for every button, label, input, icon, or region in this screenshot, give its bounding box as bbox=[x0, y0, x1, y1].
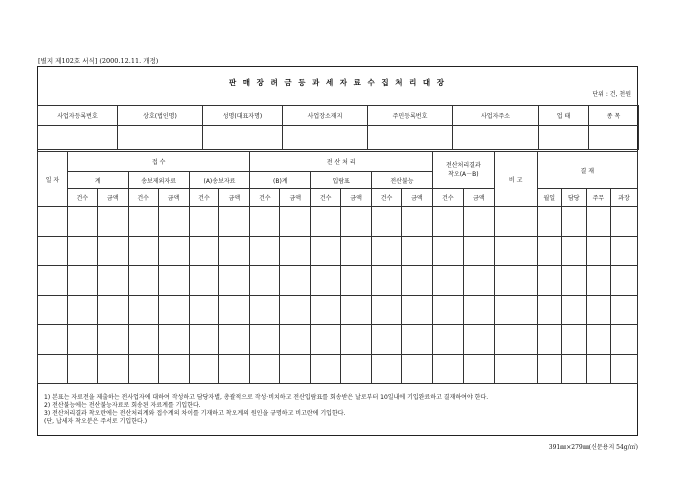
table-cell[interactable] bbox=[128, 207, 158, 237]
table-cell[interactable] bbox=[537, 236, 562, 266]
table-cell[interactable] bbox=[280, 295, 311, 325]
cell-business-number[interactable] bbox=[38, 126, 118, 150]
table-cell[interactable] bbox=[280, 236, 311, 266]
header-amount: 금액 bbox=[463, 189, 494, 207]
header-business-item: 종 목 bbox=[589, 106, 639, 126]
header-received: 접 수 bbox=[67, 152, 250, 172]
header-result: 전산처리결과 착오(A－B) bbox=[432, 152, 494, 189]
table-cell[interactable] bbox=[562, 295, 587, 325]
table-cell[interactable] bbox=[341, 295, 372, 325]
table-cell[interactable] bbox=[537, 207, 562, 237]
table-cell[interactable] bbox=[280, 207, 311, 237]
table-cell[interactable] bbox=[38, 325, 68, 355]
table-cell[interactable] bbox=[250, 236, 280, 266]
table-cell[interactable] bbox=[562, 325, 587, 355]
header-approver-date: 월일 bbox=[537, 189, 562, 207]
form-label: [별지 제102호 서식] (2000.12.11. 개정) bbox=[38, 57, 159, 65]
header-business-address: 사업장소재지 bbox=[283, 106, 368, 126]
table-cell[interactable] bbox=[189, 236, 219, 266]
table-cell[interactable] bbox=[611, 325, 638, 355]
table-cell[interactable] bbox=[250, 295, 280, 325]
table-cell[interactable] bbox=[611, 295, 638, 325]
table-cell[interactable] bbox=[189, 354, 219, 384]
table-cell[interactable] bbox=[219, 207, 250, 237]
header-approver-staff: 담당 bbox=[562, 189, 587, 207]
table-cell[interactable] bbox=[67, 207, 97, 237]
header-representative: 성명(대표자명) bbox=[203, 106, 283, 126]
table-cell[interactable] bbox=[562, 236, 587, 266]
table-cell[interactable] bbox=[401, 354, 432, 384]
form-title: 판 매 장 려 금 등 과 세 자 료 수 집 처 리 대 장 bbox=[228, 78, 447, 87]
table-cell[interactable] bbox=[401, 207, 432, 237]
table-cell[interactable] bbox=[128, 266, 158, 296]
table-cell[interactable] bbox=[372, 207, 402, 237]
table-cell[interactable] bbox=[38, 295, 68, 325]
header-count: 건수 bbox=[432, 189, 463, 207]
table-cell[interactable] bbox=[280, 325, 311, 355]
cell-business-address[interactable] bbox=[283, 126, 368, 150]
table-cell[interactable] bbox=[250, 325, 280, 355]
header-processing: 전 산 처 리 bbox=[250, 152, 432, 172]
header-count: 건수 bbox=[311, 189, 341, 207]
table-cell[interactable] bbox=[128, 295, 158, 325]
table-cell[interactable] bbox=[586, 207, 611, 237]
table-cell[interactable] bbox=[311, 295, 341, 325]
note-line: 1) 본표는 자료전을 제출하는 전사업자에 대하여 작성하고 담당자별, 총괄적으로 작성·비치하고 전산입람표를 회송받은 날로부터 10일내에 기입완료하고 결재하여야 한다. bbox=[44, 394, 489, 401]
cell-resident-number[interactable] bbox=[368, 126, 453, 150]
table-cell[interactable] bbox=[128, 325, 158, 355]
cell-business-type[interactable] bbox=[539, 126, 589, 150]
header-amount: 금액 bbox=[158, 189, 189, 207]
table-cell[interactable] bbox=[189, 325, 219, 355]
table-cell[interactable] bbox=[494, 325, 537, 355]
header-impossible: 전산불능 bbox=[372, 172, 433, 189]
table-cell[interactable] bbox=[128, 236, 158, 266]
table-cell[interactable] bbox=[250, 207, 280, 237]
table-cell[interactable] bbox=[401, 266, 432, 296]
table-cell[interactable] bbox=[494, 354, 537, 384]
table-cell[interactable] bbox=[311, 236, 341, 266]
table-cell[interactable] bbox=[586, 295, 611, 325]
table-cell[interactable] bbox=[586, 266, 611, 296]
header-company-name: 상호(법인명) bbox=[118, 106, 203, 126]
table-cell[interactable] bbox=[158, 295, 189, 325]
table-cell[interactable] bbox=[311, 354, 341, 384]
table-cell[interactable] bbox=[311, 266, 341, 296]
header-total: 계 bbox=[67, 172, 128, 189]
header-count: 건수 bbox=[67, 189, 97, 207]
table-cell[interactable] bbox=[401, 325, 432, 355]
table-cell[interactable] bbox=[432, 266, 463, 296]
table-cell[interactable] bbox=[38, 236, 68, 266]
table-cell[interactable] bbox=[494, 236, 537, 266]
table-cell[interactable] bbox=[67, 325, 97, 355]
table-cell[interactable] bbox=[280, 354, 311, 384]
table-cell[interactable] bbox=[158, 236, 189, 266]
cell-business-item[interactable] bbox=[589, 126, 639, 150]
table-cell[interactable] bbox=[611, 207, 638, 237]
table-cell[interactable] bbox=[67, 236, 97, 266]
table-cell[interactable] bbox=[432, 295, 463, 325]
notes bbox=[44, 394, 488, 426]
table-cell[interactable] bbox=[219, 236, 250, 266]
header-printed: 입람표 bbox=[311, 172, 372, 189]
table-cell[interactable] bbox=[341, 266, 372, 296]
table-cell[interactable] bbox=[280, 266, 311, 296]
cell-representative[interactable] bbox=[203, 126, 283, 150]
table-cell[interactable] bbox=[219, 266, 250, 296]
table-cell[interactable] bbox=[537, 266, 562, 296]
header-approval: 결 재 bbox=[537, 152, 638, 189]
table-cell[interactable] bbox=[158, 354, 189, 384]
table-cell[interactable] bbox=[463, 207, 494, 237]
table-row bbox=[38, 207, 638, 237]
note-line: 2) 전산불능에는 전산불능자료로 회송된 자료계를 기입한다. bbox=[44, 402, 201, 409]
table-cell[interactable] bbox=[432, 325, 463, 355]
table-cell[interactable] bbox=[586, 236, 611, 266]
table-cell[interactable] bbox=[97, 325, 128, 355]
table-cell[interactable] bbox=[158, 207, 189, 237]
table-cell[interactable] bbox=[432, 354, 463, 384]
table-cell[interactable] bbox=[586, 354, 611, 384]
table-cell[interactable] bbox=[38, 207, 68, 237]
header-date: 일 자 bbox=[38, 152, 68, 207]
table-cell[interactable] bbox=[537, 354, 562, 384]
header-a-send: (A)송보자료 bbox=[189, 172, 250, 189]
table-cell[interactable] bbox=[158, 325, 189, 355]
collection-ledger-table bbox=[37, 151, 638, 384]
header-amount: 금액 bbox=[280, 189, 311, 207]
table-cell[interactable] bbox=[97, 266, 128, 296]
table-cell[interactable] bbox=[341, 354, 372, 384]
table-row bbox=[38, 354, 638, 384]
table-cell[interactable] bbox=[67, 295, 97, 325]
table-cell[interactable] bbox=[372, 236, 402, 266]
note-line: 3) 전산처리결과 착오란에는 전산처리계와 접수계의 차이를 기재하고 착오계의 원인을 규명하고 비고란에 기입한다. bbox=[44, 410, 346, 417]
header-owner-address: 사업자주소 bbox=[453, 106, 539, 126]
header-business-number: 사업자등록번호 bbox=[38, 106, 118, 126]
unit-label: 단위 : 건, 천원 bbox=[592, 91, 631, 98]
table-cell[interactable] bbox=[97, 295, 128, 325]
table-cell[interactable] bbox=[463, 236, 494, 266]
table-cell[interactable] bbox=[372, 295, 402, 325]
table-cell[interactable] bbox=[250, 354, 280, 384]
table-row bbox=[38, 325, 638, 355]
table-cell[interactable] bbox=[401, 295, 432, 325]
business-info-table bbox=[37, 105, 639, 150]
table-cell[interactable] bbox=[38, 354, 68, 384]
header-b-total: (B)계 bbox=[250, 172, 311, 189]
table-cell[interactable] bbox=[341, 207, 372, 237]
form-frame bbox=[37, 66, 638, 436]
table-cell[interactable] bbox=[562, 354, 587, 384]
table-cell[interactable] bbox=[494, 295, 537, 325]
header-approver-manager: 과장 bbox=[611, 189, 638, 207]
table-cell[interactable] bbox=[158, 266, 189, 296]
table-cell[interactable] bbox=[97, 207, 128, 237]
table-cell[interactable] bbox=[611, 236, 638, 266]
header-resident-number: 주민등록번호 bbox=[368, 106, 453, 126]
table-cell[interactable] bbox=[97, 236, 128, 266]
table-cell[interactable] bbox=[311, 325, 341, 355]
table-cell[interactable] bbox=[562, 207, 587, 237]
table-cell[interactable] bbox=[128, 354, 158, 384]
table-cell[interactable] bbox=[537, 295, 562, 325]
table-cell[interactable] bbox=[97, 354, 128, 384]
table-cell[interactable] bbox=[250, 266, 280, 296]
table-cell[interactable] bbox=[463, 325, 494, 355]
header-except-send: 송보제외자료 bbox=[128, 172, 189, 189]
table-cell[interactable] bbox=[372, 266, 402, 296]
paper-spec: 391㎜×279㎜(신문용지 54g/㎡) bbox=[548, 444, 638, 451]
table-row bbox=[38, 266, 638, 296]
table-cell[interactable] bbox=[401, 236, 432, 266]
table-cell[interactable] bbox=[189, 295, 219, 325]
table-cell[interactable] bbox=[494, 266, 537, 296]
header-remark: 비 고 bbox=[494, 152, 537, 207]
table-cell[interactable] bbox=[67, 266, 97, 296]
header-amount: 금액 bbox=[219, 189, 250, 207]
table-cell[interactable] bbox=[586, 325, 611, 355]
table-cell[interactable] bbox=[611, 354, 638, 384]
table-cell[interactable] bbox=[611, 266, 638, 296]
table-cell[interactable] bbox=[38, 266, 68, 296]
header-amount: 금액 bbox=[401, 189, 432, 207]
table-cell[interactable] bbox=[341, 325, 372, 355]
table-cell[interactable] bbox=[219, 354, 250, 384]
table-cell[interactable] bbox=[67, 354, 97, 384]
table-cell[interactable] bbox=[494, 207, 537, 237]
header-business-type: 업 태 bbox=[539, 106, 589, 126]
table-cell[interactable] bbox=[463, 266, 494, 296]
table-cell[interactable] bbox=[372, 354, 402, 384]
table-cell[interactable] bbox=[432, 207, 463, 237]
table-cell[interactable] bbox=[311, 207, 341, 237]
table-row bbox=[38, 236, 638, 266]
header-count: 건수 bbox=[128, 189, 158, 207]
cell-owner-address[interactable] bbox=[453, 126, 539, 150]
cell-company-name[interactable] bbox=[118, 126, 203, 150]
header-amount: 금액 bbox=[97, 189, 128, 207]
table-cell[interactable] bbox=[219, 325, 250, 355]
table-cell[interactable] bbox=[537, 325, 562, 355]
table-cell[interactable] bbox=[463, 354, 494, 384]
header-count: 건수 bbox=[372, 189, 402, 207]
table-cell[interactable] bbox=[189, 266, 219, 296]
header-amount: 금액 bbox=[341, 189, 372, 207]
header-count: 건수 bbox=[189, 189, 219, 207]
table-cell[interactable] bbox=[562, 266, 587, 296]
header-approver-chief: 주무 bbox=[586, 189, 611, 207]
header-count: 건수 bbox=[250, 189, 280, 207]
table-cell[interactable] bbox=[372, 325, 402, 355]
table-cell[interactable] bbox=[341, 236, 372, 266]
table-cell[interactable] bbox=[463, 295, 494, 325]
table-cell[interactable] bbox=[189, 207, 219, 237]
table-cell[interactable] bbox=[219, 295, 250, 325]
table-cell[interactable] bbox=[432, 236, 463, 266]
note-line: (단, 납세자 착오분은 주서로 기입한다.) bbox=[44, 418, 148, 425]
table-row bbox=[38, 295, 638, 325]
